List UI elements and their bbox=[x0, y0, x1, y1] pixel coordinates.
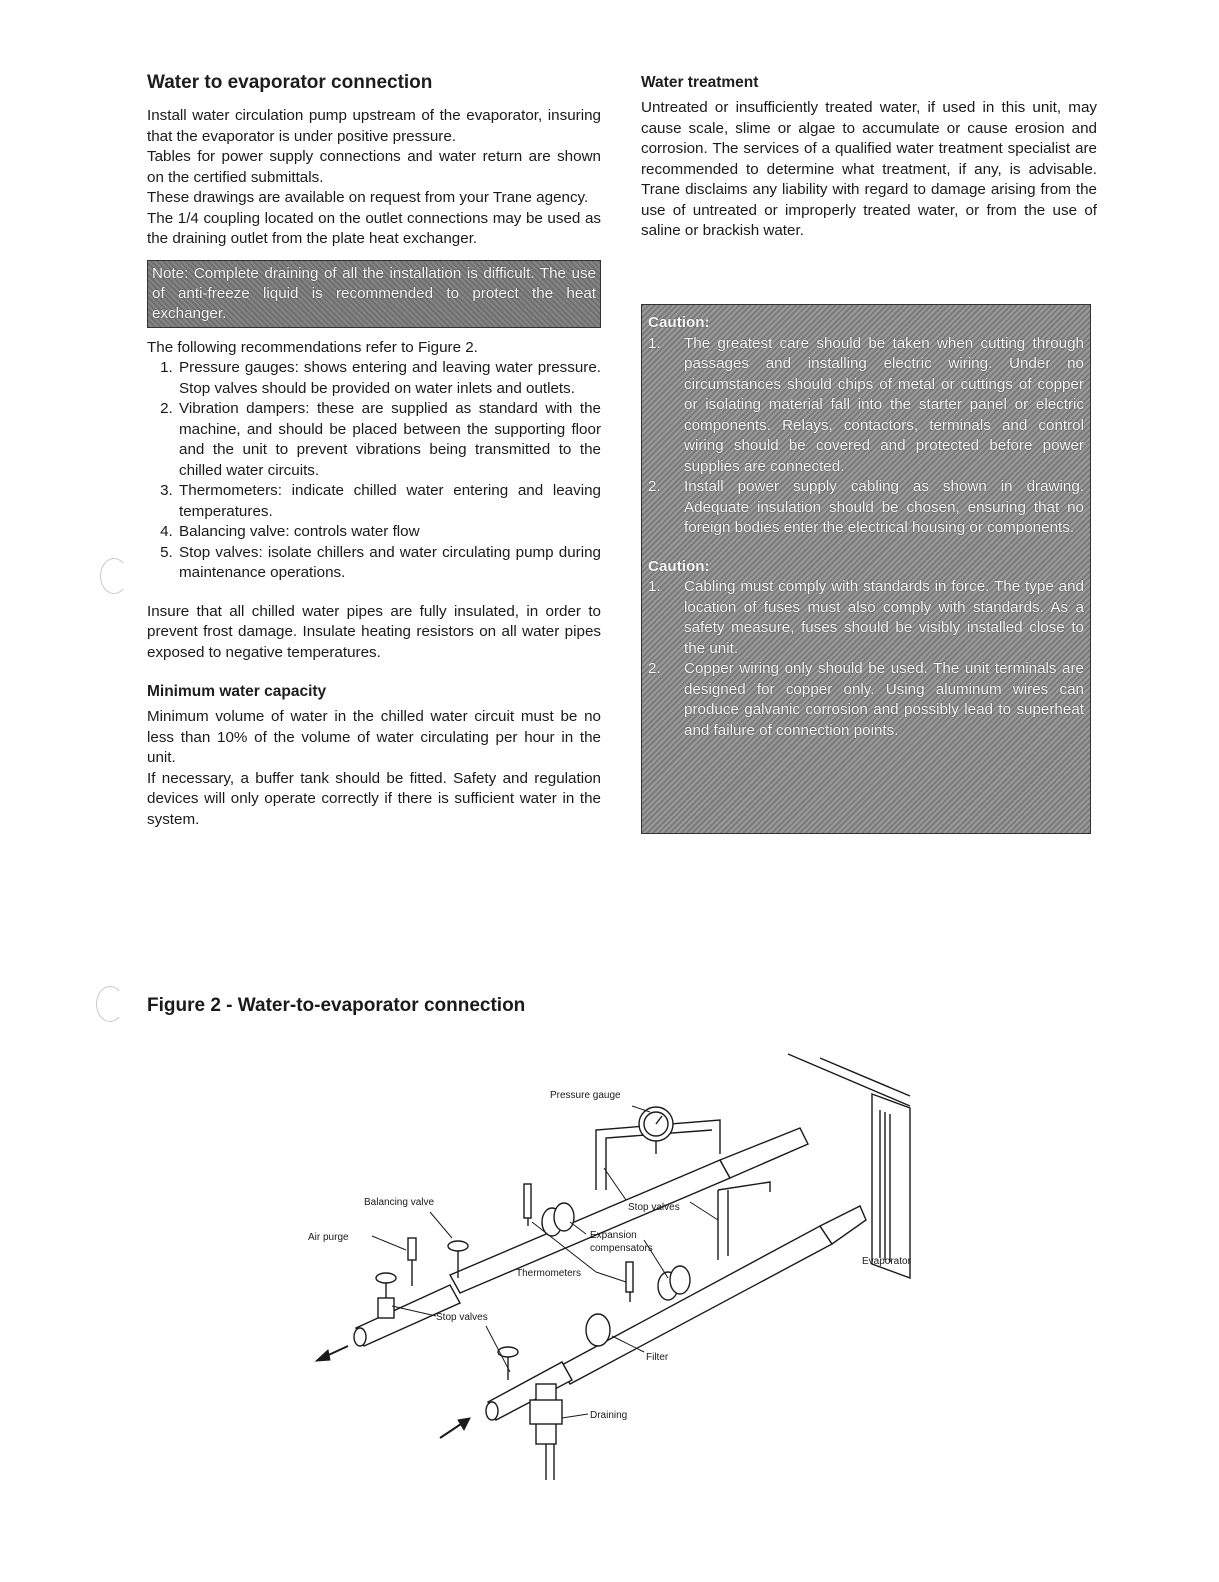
paragraph-tables: Tables for power supply connections and water return are shown on the certified submittals. bbox=[147, 148, 601, 186]
caution-item bbox=[648, 577, 1084, 659]
list-item: 1. Pressure gauges: shows entering and leaving water pressure. Stop valves should be provided on water inlets and outlets. bbox=[177, 358, 601, 399]
paragraph-coupling: The 1/4 coupling located on the outlet connections may be used as the draining outlet from the plate heat exchanger. bbox=[147, 209, 601, 247]
punch-hole-top bbox=[100, 558, 128, 594]
caution-item-text: Cabling must comply with standards in force. The type and location of fuses must also comply with standards. As a safety measure, fuses should be visibly installed close to the unit. bbox=[684, 578, 1084, 657]
caution-item-text: The greatest care should be taken when cutting through passages and installing electric wiring. Under no circumstances should chips of metal or cuttings of copper or isolating material fall into the starter panel or electric components. Relays, contactors, terminals and control wiring should be covered and protected before power supplies are connected. bbox=[684, 334, 1084, 475]
list-item: 5. Stop valves: isolate chillers and water circulating pump during maintenance operations. bbox=[177, 543, 601, 584]
label-evaporator: Evaporator bbox=[862, 1256, 911, 1267]
pressure-gauge-icon bbox=[639, 1107, 673, 1154]
list-item: 4. Balancing valve: controls water flow bbox=[177, 522, 601, 543]
section-heading-water-to-evaporator: Water to evaporator connection bbox=[147, 72, 433, 93]
label-stop-valves-top: Stop valves bbox=[628, 1202, 680, 1213]
expansion-compensator-icon bbox=[658, 1266, 690, 1300]
label-expansion-line2: compensators bbox=[590, 1243, 653, 1254]
paragraph-drawings: These drawings are available on request from your Trane agency. bbox=[147, 189, 589, 206]
punch-hole-bottom bbox=[96, 986, 124, 1022]
list-item: 2. Vibration dampers: these are supplied as standard with the machine, and should be placed between the supporting floor and the unit to prevent vibrations being transmitted to the chilled water circuits. bbox=[177, 399, 601, 481]
recommendations-intro: The following recommendations refer to Figure 2. bbox=[147, 338, 478, 356]
paragraph-buffer-tank: If necessary, a buffer tank should be fitted. Safety and regulation devices will only operate correctly if there is sufficient water in the system. bbox=[147, 769, 601, 828]
caution-item-text: Install power supply cabling as shown in drawing. Adequate insulation should be chosen, ensuring that no foreign bodies enter the electrical housing or components. bbox=[684, 478, 1084, 536]
minimum-water-capacity-heading: Minimum water capacity bbox=[147, 683, 327, 700]
caution-item bbox=[648, 477, 1084, 539]
caution-item-number: 1. bbox=[648, 334, 661, 352]
label-filter: Filter bbox=[646, 1352, 669, 1363]
label-air-purge: Air purge bbox=[308, 1232, 349, 1243]
label-balancing-valve: Balancing valve bbox=[364, 1197, 435, 1208]
note-text: Note: Complete draining of all the installation is difficult. The use of anti-freeze liquid is recommended to protect the heat exchanger. bbox=[152, 264, 596, 322]
stop-valve-icon bbox=[498, 1347, 518, 1380]
air-purge-icon bbox=[408, 1238, 416, 1286]
left-column bbox=[147, 72, 601, 830]
paragraph-water-treatment: Untreated or insufficiently treated water, if used in this unit, may cause scale, slime or algae to accumulate or cause erosion and corrosion. The services of a qualified water treatment specialist are recommended to determine what treatment, if any, is advisable. Trane disclaims any liability with regard to damage arising from the use of untreated or improperly treated water, or from the use of saline or brackish water. bbox=[641, 99, 1097, 239]
water-evaporator-diagram bbox=[300, 1050, 940, 1490]
caution-item-number: 2. bbox=[648, 660, 661, 677]
label-draining: Draining bbox=[590, 1410, 628, 1421]
caution-item bbox=[648, 334, 1084, 478]
water-treatment-heading: Water treatment bbox=[641, 74, 759, 91]
flow-arrow-out bbox=[316, 1346, 348, 1361]
caution-item bbox=[648, 659, 1084, 741]
caution-title-1: Caution: bbox=[648, 314, 710, 331]
stop-valve-icon bbox=[376, 1273, 396, 1318]
label-expansion-line1: Expansion bbox=[590, 1230, 637, 1241]
flow-arrow-in bbox=[440, 1418, 470, 1438]
paragraph-insulation: Insure that all chilled water pipes are fully insulated, in order to prevent frost damage. Insulate heating resistors on all water pipes exposed to negative temperatures. bbox=[147, 602, 601, 661]
label-thermometers: Thermometers bbox=[516, 1268, 582, 1279]
label-stop-valves-bottom: Stop valves bbox=[436, 1312, 488, 1323]
caution-item-number: 2. bbox=[648, 478, 661, 495]
figure-title: Figure 2 - Water-to-evaporator connection bbox=[147, 995, 526, 1016]
note-box bbox=[147, 260, 601, 328]
caution-box bbox=[641, 304, 1091, 834]
label-pressure-gauge: Pressure gauge bbox=[550, 1090, 621, 1101]
caution-item-number: 1. bbox=[648, 578, 661, 595]
caution-item-text: Copper wiring only should be used. The unit terminals are designed for copper only. Using aluminum wires can produce galvanic corrosion and possibly lead to superheat and failure of connection points. bbox=[684, 660, 1084, 739]
thermometer-icon bbox=[626, 1262, 633, 1302]
filter-icon bbox=[586, 1314, 610, 1346]
paragraph-pump: Install water circulation pump upstream of the evaporator, insuring that the evaporator is under positive pressure. bbox=[147, 107, 601, 145]
thermometer-icon bbox=[524, 1184, 531, 1226]
caution-title-2: Caution: bbox=[648, 557, 710, 575]
list-item: 3. Thermometers: indicate chilled water entering and leaving temperatures. bbox=[177, 481, 601, 522]
recommendations-list bbox=[147, 358, 601, 584]
right-column bbox=[641, 74, 1097, 242]
paragraph-minimum-volume: Minimum volume of water in the chilled water circuit must be no less than 10% of the volume of water circulating per hour in the unit. bbox=[147, 708, 601, 766]
